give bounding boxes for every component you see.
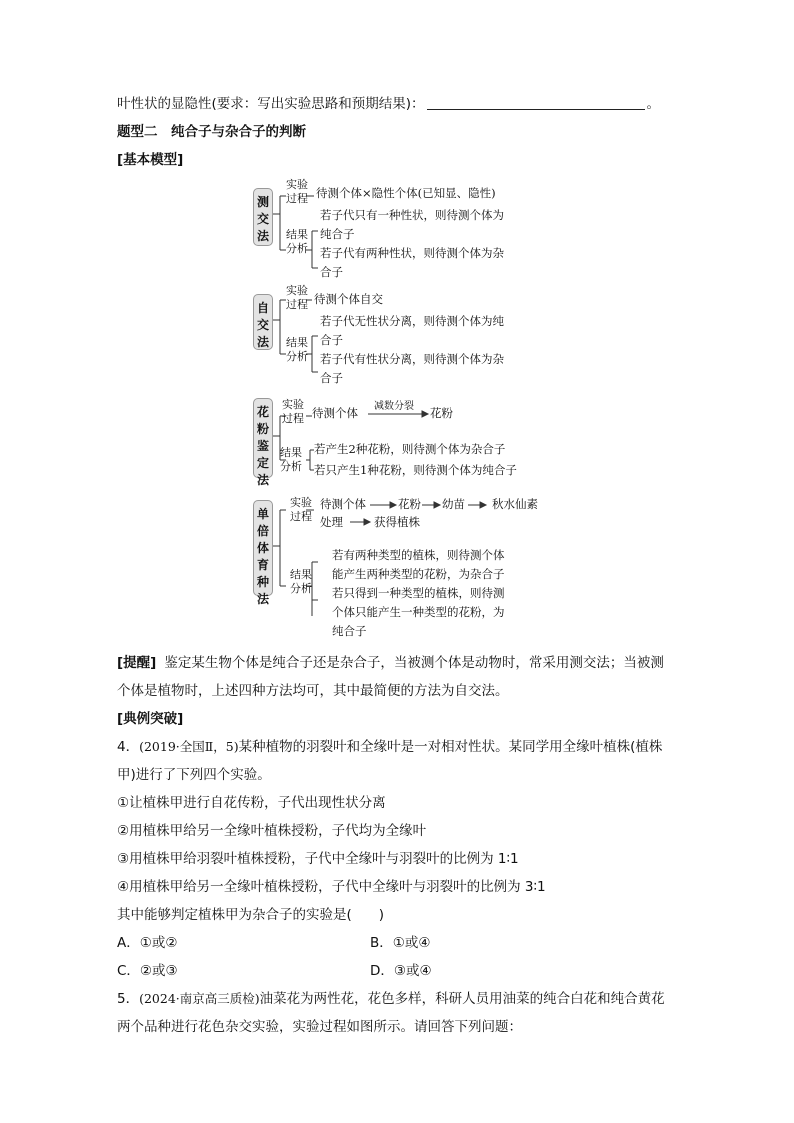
result-item: 若子代有性状分离，则待测个体为杂 合子 (320, 352, 504, 385)
method-box-testcross (253, 188, 273, 246)
tip-line-2: 个体是植物时，上述四种方法均可，其中最简便的方法为自交法。 (117, 683, 509, 699)
process-text: 待测个体自交 (314, 292, 383, 306)
result-item: 若有两种类型的植株，则待测个体 能产生两种类型的花粉，为杂合子 (332, 548, 505, 581)
q5-stem-2: 两个品种进行花色杂交实验，实验过程如图所示。请回答下列问题： (117, 1019, 522, 1035)
q4-item-4: ④用植株甲给另一全缘叶植株授粉，子代中全缘叶与羽裂叶的比例为 3∶1 (117, 879, 546, 895)
method-name: 自交法 (257, 301, 270, 349)
q5-source: (2024·南京高三质检) (139, 991, 260, 1006)
q4-option-c[interactable]: C．②或③ (117, 963, 178, 979)
process-step: 待测个体 (320, 497, 366, 511)
method-box-haploid (253, 500, 273, 606)
result-item: 若产生2种花粉，则待测个体为杂合子 (314, 442, 506, 456)
method-box-selfing (253, 294, 273, 350)
example-label: [典例突破] (117, 711, 184, 727)
section-title: 题型二 纯合子与杂合子的判断 (117, 124, 306, 140)
result-label: 结果 分析 (286, 228, 308, 255)
method-name: 测交法 (257, 195, 270, 243)
process-text: 待测个体×隐性个体(已知显、隐性) (316, 186, 496, 200)
process-label: 实验 过程 (290, 496, 312, 523)
q4-item-1: ①让植株甲进行自花传粉，子代出现性状分离 (117, 795, 386, 811)
tip-line-1 (117, 654, 664, 672)
process-arrow-label: 减数分裂 (374, 401, 414, 412)
process-step: 幼苗 (442, 497, 465, 511)
basic-model-label: [基本模型] (117, 152, 184, 168)
result-label: 结果 分析 (280, 446, 302, 473)
q4-item-2: ②用植株甲给另一全缘叶植株授粉，子代均为全缘叶 (117, 823, 427, 839)
method-diagram (250, 176, 570, 638)
q4-question: 其中能够判定植株甲为杂合子的实验是( ) (117, 907, 385, 923)
method-box-pollen (253, 398, 273, 487)
process-step: 花粉 (398, 497, 421, 511)
result-item: 若子代无性状分离，则待测个体为纯 合子 (320, 314, 504, 347)
process-label: 实验 过程 (282, 398, 304, 425)
method-name: 花粉鉴定法 (257, 405, 270, 487)
q4-option-a[interactable]: A．①或② (117, 935, 178, 951)
process-label: 实验 过程 (286, 284, 308, 311)
tip-text: 鉴定某生物个体是纯合子还是杂合子，当被测个体是动物时，常采用测交法；当被测 (164, 655, 664, 671)
answer-blank[interactable] (427, 95, 645, 110)
result-item: 若子代只有一种性状，则待测个体为 纯合子 (320, 208, 504, 241)
q4-source: (2019·全国Ⅱ，5) (139, 739, 239, 754)
result-item: 若只得到一种类型的植株，则待测 个体只能产生一种类型的花粉，为 纯合子 (332, 586, 505, 638)
q4-stem-2: 甲)进行了下列四个实验。 (117, 767, 271, 783)
result-item: 若子代有两种性状，则待测个体为杂 合子 (320, 246, 504, 279)
q5-stem-1: 5．(2024·南京高三质检)油菜花为两性花，花色多样，科研人员用油菜的纯合白花和纯合黄花 (117, 991, 665, 1007)
process-label: 实验 过程 (286, 178, 308, 205)
result-label: 结果 分析 (286, 336, 308, 363)
intro-end: 。 (646, 96, 661, 112)
process-step: 获得植株 (374, 515, 420, 529)
method-name: 单倍体育种法 (257, 507, 270, 606)
tip-label: [提醒] (117, 655, 157, 671)
q4-option-d[interactable]: D．③或④ (370, 963, 432, 979)
process-start: 待测个体 (312, 406, 358, 420)
q4-option-b[interactable]: B．①或④ (370, 935, 431, 951)
intro-line (117, 95, 660, 113)
result-item: 若只产生1种花粉，则待测个体为纯合子 (314, 463, 517, 477)
q4-stem-1: 4．(2019·全国Ⅱ，5)某种植物的羽裂叶和全缘叶是一对相对性状。某同学用全缘叶植株(植株 (117, 739, 663, 755)
process-end: 花粉 (430, 406, 453, 420)
process-step: 处理 (320, 515, 343, 529)
intro-text: 叶性状的显隐性(要求：写出实验思路和预期结果)： (117, 96, 425, 112)
q4-item-3: ③用植株甲给羽裂叶植株授粉，子代中全缘叶与羽裂叶的比例为 1∶1 (117, 851, 519, 867)
result-label: 结果 分析 (290, 568, 312, 595)
process-step: 秋水仙素 (492, 497, 538, 511)
